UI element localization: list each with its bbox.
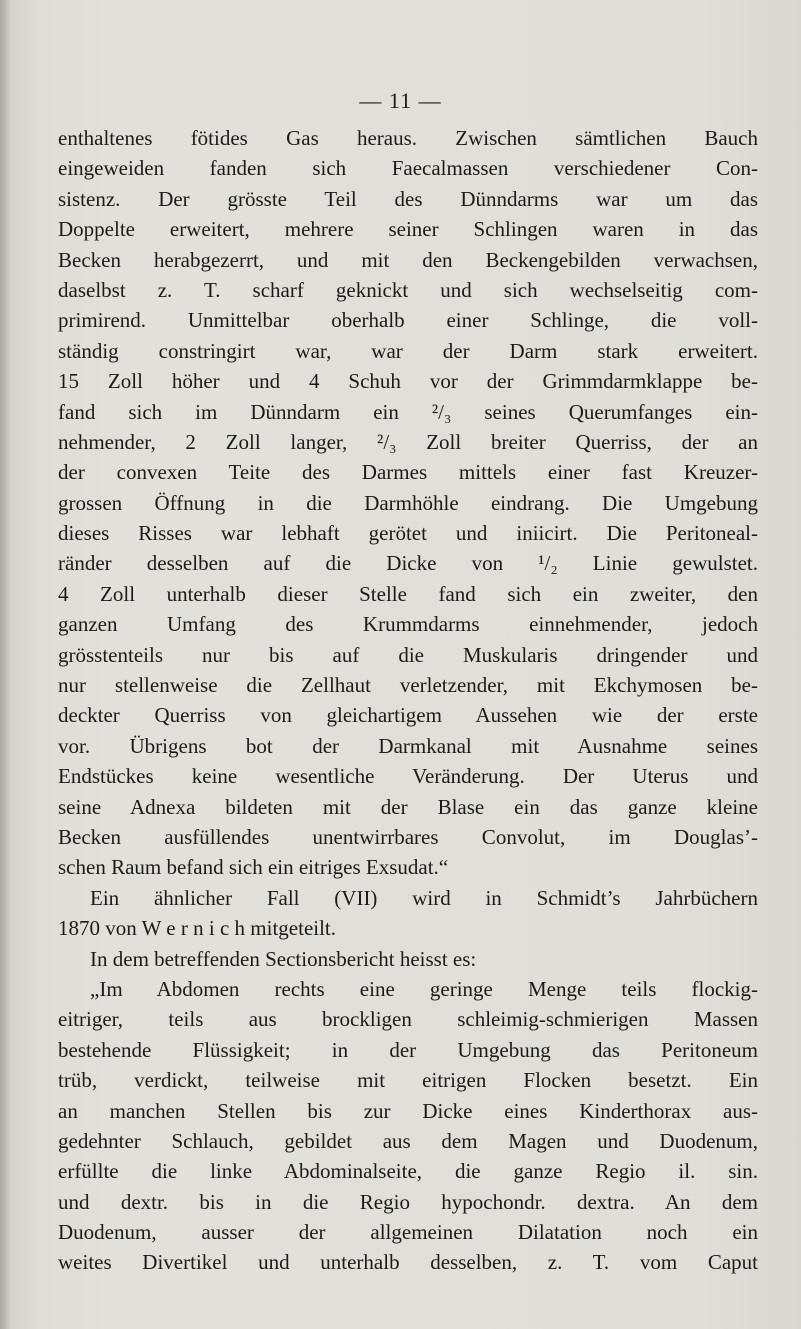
text-line: 1870 von W e r n i c h mitgeteilt. bbox=[58, 916, 337, 941]
text-line: ständig constringirt war, war der Darm stark erweitert. bbox=[58, 338, 758, 363]
text-line: ränder desselben auf die Dicke von ¹/₂ Linie gewulstet. bbox=[58, 551, 758, 576]
body-text bbox=[58, 123, 758, 1278]
text-line: an manchen Stellen bis zur Dicke eines Kinderthorax aus- bbox=[58, 1098, 758, 1123]
text-line: Ein ähnlicher Fall (VII) wird in Schmidt’s Jahrbüchern bbox=[90, 885, 758, 910]
text-line: gedehnter Schlauch, gebildet aus dem Magen und Duodenum, bbox=[58, 1128, 758, 1153]
text-line: sistenz. Der grösste Teil des Dünndarms war um das bbox=[58, 186, 758, 211]
text-line: schen Raum befand sich ein eitriges Exsudat.“ bbox=[58, 855, 449, 880]
text-line: daselbst z. T. scharf geknickt und sich wechselseitig com- bbox=[58, 277, 758, 302]
text-line: enthaltenes fötides Gas heraus. Zwischen sämtlichen Bauch bbox=[58, 126, 758, 150]
text-line: seine Adnexa bildeten mit der Blase ein das ganze kleine bbox=[58, 794, 758, 819]
text-line: dieses Risses war lebhaft gerötet und iniicirt. Die Peritoneal- bbox=[58, 521, 758, 546]
text-line: Endstückes keine wesentliche Veränderung. Der Uterus und bbox=[58, 764, 758, 789]
text-line: ganzen Umfang des Krummdarms einnehmender, jedoch bbox=[58, 612, 758, 637]
page-number: — 11 — bbox=[359, 88, 442, 113]
text-line: eingeweiden fanden sich Faecalmassen verschiedener Con- bbox=[58, 156, 758, 181]
text-line: nur stellenweise die Zellhaut verletzender, mit Ekchymosen be- bbox=[58, 673, 758, 698]
text-line: grossen Öffnung in die Darmhöhle eindrang. Die Umgebung bbox=[58, 490, 758, 515]
text-line: nehmender, 2 Zoll langer, ²/₃ Zoll breiter Querriss, der an bbox=[58, 429, 758, 454]
text-line: weites Divertikel und unterhalb desselben, z. T. vom Caput bbox=[58, 1250, 758, 1275]
text-line: trüb, verdickt, teilweise mit eitrigen Flocken besetzt. Ein bbox=[58, 1068, 758, 1093]
text-line: und dextr. bis in die Regio hypochondr. dextra. An dem bbox=[58, 1189, 758, 1214]
text-line: Duodenum, ausser der allgemeinen Dilatation noch ein bbox=[58, 1220, 758, 1245]
text-line: „Im Abdomen rechts eine geringe Menge teils flockig- bbox=[90, 976, 758, 1001]
text-line: Becken ausfüllendes unentwirrbares Convolut, im Douglas’- bbox=[58, 824, 758, 849]
text-line: 4 Zoll unterhalb dieser Stelle fand sich ein zweiter, den bbox=[58, 581, 758, 606]
text-line: bestehende Flüssigkeit; in der Umgebung das Peritoneum bbox=[58, 1037, 758, 1062]
text-line: vor. Übrigens bot der Darmkanal mit Ausnahme seines bbox=[58, 733, 758, 758]
text-line: Doppelte erweitert, mehrere seiner Schlingen waren in das bbox=[58, 217, 758, 242]
page-spine-shadow bbox=[0, 0, 10, 1329]
text-line: eitriger, teils aus brockligen schleimig-schmierigen Massen bbox=[58, 1007, 758, 1032]
text-line: fand sich im Dünndarm ein ²/₃ seines Querumfanges ein- bbox=[58, 399, 758, 424]
text-line: erfüllte die linke Abdominalseite, die ganze Regio il. sin. bbox=[58, 1159, 758, 1184]
text-line: der convexen Teite des Darmes mittels einer fast Kreuzer- bbox=[58, 460, 758, 485]
text-line: In dem betreffenden Sectionsbericht heisst es: bbox=[90, 946, 477, 971]
text-line: Becken herabgezerrt, und mit den Beckengebilden verwachsen, bbox=[58, 247, 758, 272]
text-line: grösstenteils nur bis auf die Muskularis dringender und bbox=[58, 642, 758, 667]
text-line: primirend. Unmittelbar oberhalb einer Schlinge, die voll- bbox=[58, 308, 758, 333]
text-line: deckter Querriss von gleichartigem Aussehen wie der erste bbox=[58, 703, 758, 728]
text-line: 15 Zoll höher und 4 Schuh vor der Grimmdarmklappe be- bbox=[58, 369, 758, 394]
